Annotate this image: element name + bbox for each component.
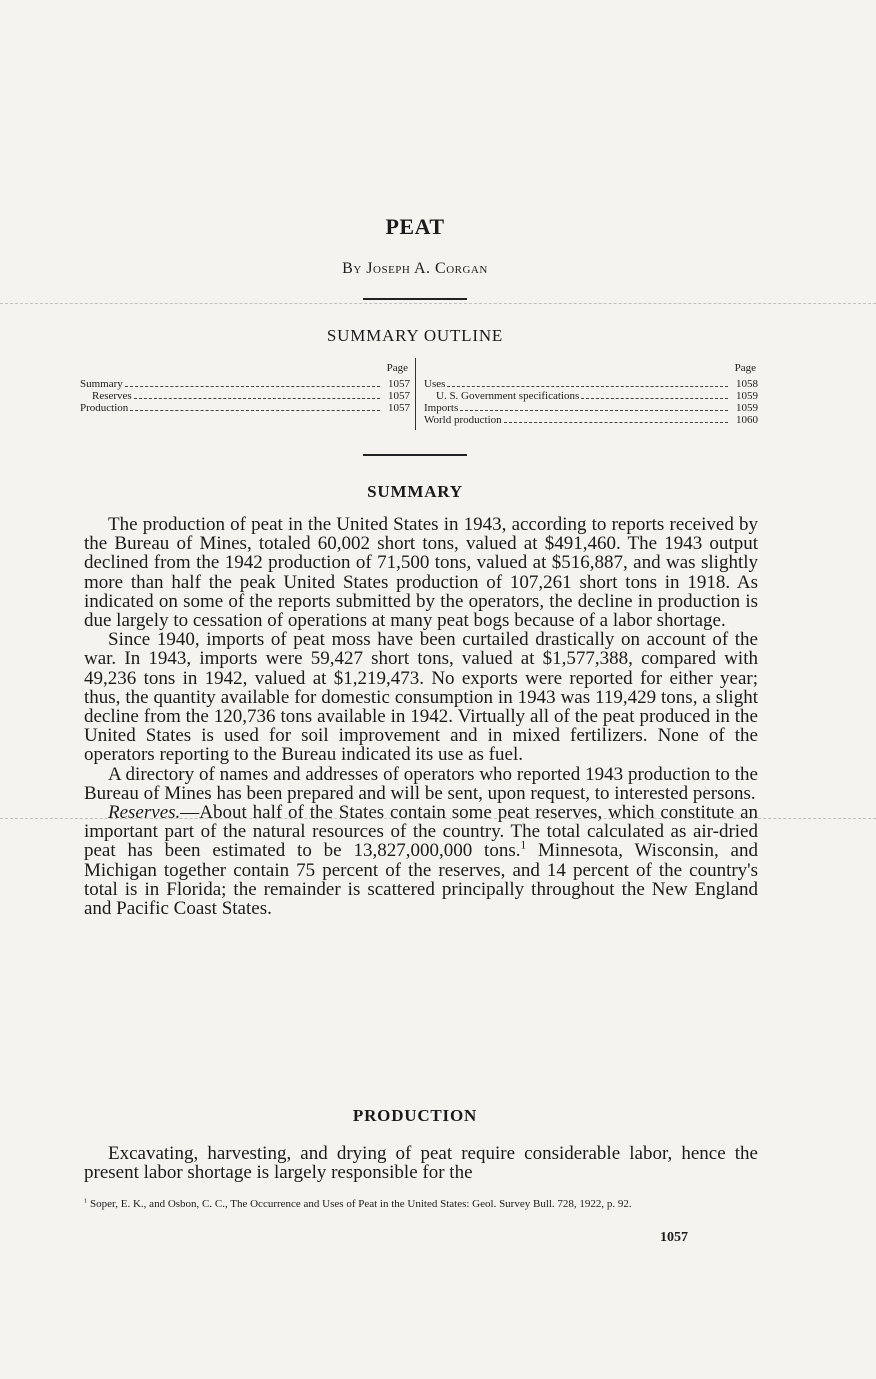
outline-page-heading: Page — [734, 362, 756, 374]
outline-entry[interactable] — [424, 414, 758, 426]
summary-paragraph: The production of peat in the United States in 1943, according to reports received by the Bureau of Mines, totaled 60,002 short tons, valued at $491,460. The 1943 output declined from the 1942 production of 71,500 tons, valued at $516,887, and was slightly more than half the peak United States production of 107,261 short tons in 1918. As indicated on some of the reports submitted by the operators, the decline in production is due largely to cessation of operations at many peat bogs because of a labor shortage. — [84, 514, 758, 632]
leader-dots — [125, 386, 380, 387]
footnote — [84, 1198, 762, 1210]
leader-dots — [581, 398, 728, 399]
reserves-text: Minnesota, Wisconsin, and Michigan together contain 75 percent of the reserves, and 14 percent of the country's total is in Florida; the remainder is scattered principally throughout the New England and Pacific Coast States. — [84, 840, 758, 920]
reserves-lead: Reserves. — [108, 802, 181, 824]
reserves-text: —About half of the States contain some peat reserves, which constitute an important part of the natural resources of the country. The total calculated as air-dried peat has been estimated to be 13,827,000,000 tons. — [84, 802, 758, 862]
article-title: PEAT — [385, 214, 445, 239]
title-rule — [363, 298, 467, 300]
outline-right-column — [424, 362, 758, 426]
outline-entry[interactable] — [424, 378, 758, 390]
leader-dots — [447, 386, 728, 387]
outline-entry-label: Uses — [424, 378, 446, 390]
outline-entry-label: Imports — [424, 402, 459, 414]
section-rule — [363, 454, 467, 456]
outline-page-heading: Page — [386, 362, 408, 374]
leader-dots — [504, 422, 728, 423]
outline-entry[interactable] — [80, 378, 410, 390]
outline-entry[interactable] — [80, 390, 410, 402]
summary-outline-heading: SUMMARY OUTLINE — [326, 326, 504, 345]
footnote-reference[interactable]: 1 — [520, 840, 527, 853]
page-number: 1057 — [660, 1230, 688, 1245]
outline-entry-page: 1059 — [736, 390, 758, 402]
outline-entry[interactable] — [424, 390, 758, 402]
outline-entry-page: 1057 — [388, 390, 410, 402]
production-paragraph: Excavating, harvesting, and drying of peat require considerable labor, hence the present labor shortage is largely responsible for the — [84, 1143, 758, 1184]
footnote-text: Soper, E. K., and Osbon, C. C., The Occurrence and Uses of Peat in the United States: Geol. Survey Bull. 728, 1922, p. 92. — [87, 1198, 632, 1210]
summary-heading: SUMMARY — [367, 482, 463, 501]
outline-entry-page: 1058 — [736, 378, 758, 390]
outline-entry-page: 1060 — [736, 414, 758, 426]
outline-entry[interactable] — [424, 402, 758, 414]
outline-entry-label: Summary — [80, 378, 123, 390]
summary-paragraph: Since 1940, imports of peat moss have been curtailed drastically on account of the war. In 1943, imports were 59,427 short tons, valued at $1,577,388, compared with 49,236 tons in 1942, valued at $1,219,473. No exports were reported for either year; thus, the quantity available for domestic consumption in 1943 was 119,429 tons, a slight decline from the 120,736 tons available in 1942. Virtually all of the peat produced in the United States is used for soil improvement and in mixed fertilizers. None of the operators reporting to the Bureau indicated its use as fuel. — [84, 629, 758, 766]
summary-paragraph: A directory of names and addresses of operators who reported 1943 production to the Bureau of Mines has been prepared and will be sent, upon request, to interested persons. — [84, 763, 758, 804]
outline-entry-label: Reserves — [92, 390, 132, 402]
scan-artifact-line — [0, 303, 876, 304]
production-heading: PRODUCTION — [352, 1106, 478, 1125]
footnote-mark: 1 — [84, 1197, 88, 1205]
outline-left-column — [80, 362, 410, 414]
reserves-paragraph — [84, 803, 758, 918]
article-author: By Joseph A. Corgan — [342, 260, 488, 277]
leader-dots — [134, 398, 380, 399]
outline-entry-page: 1059 — [736, 402, 758, 414]
outline-entry-label: U. S. Government specifications — [436, 390, 580, 402]
production-body — [84, 1144, 758, 1182]
outline-entry[interactable] — [80, 402, 410, 414]
outline-entry-label: Production — [80, 402, 129, 414]
outline-entry-page: 1057 — [388, 378, 410, 390]
outline-column-divider — [415, 358, 416, 430]
summary-body — [84, 515, 758, 918]
leader-dots — [460, 410, 728, 411]
outline-entry-page: 1057 — [388, 402, 410, 414]
outline-entry-label: World production — [424, 414, 502, 426]
leader-dots — [130, 410, 380, 411]
